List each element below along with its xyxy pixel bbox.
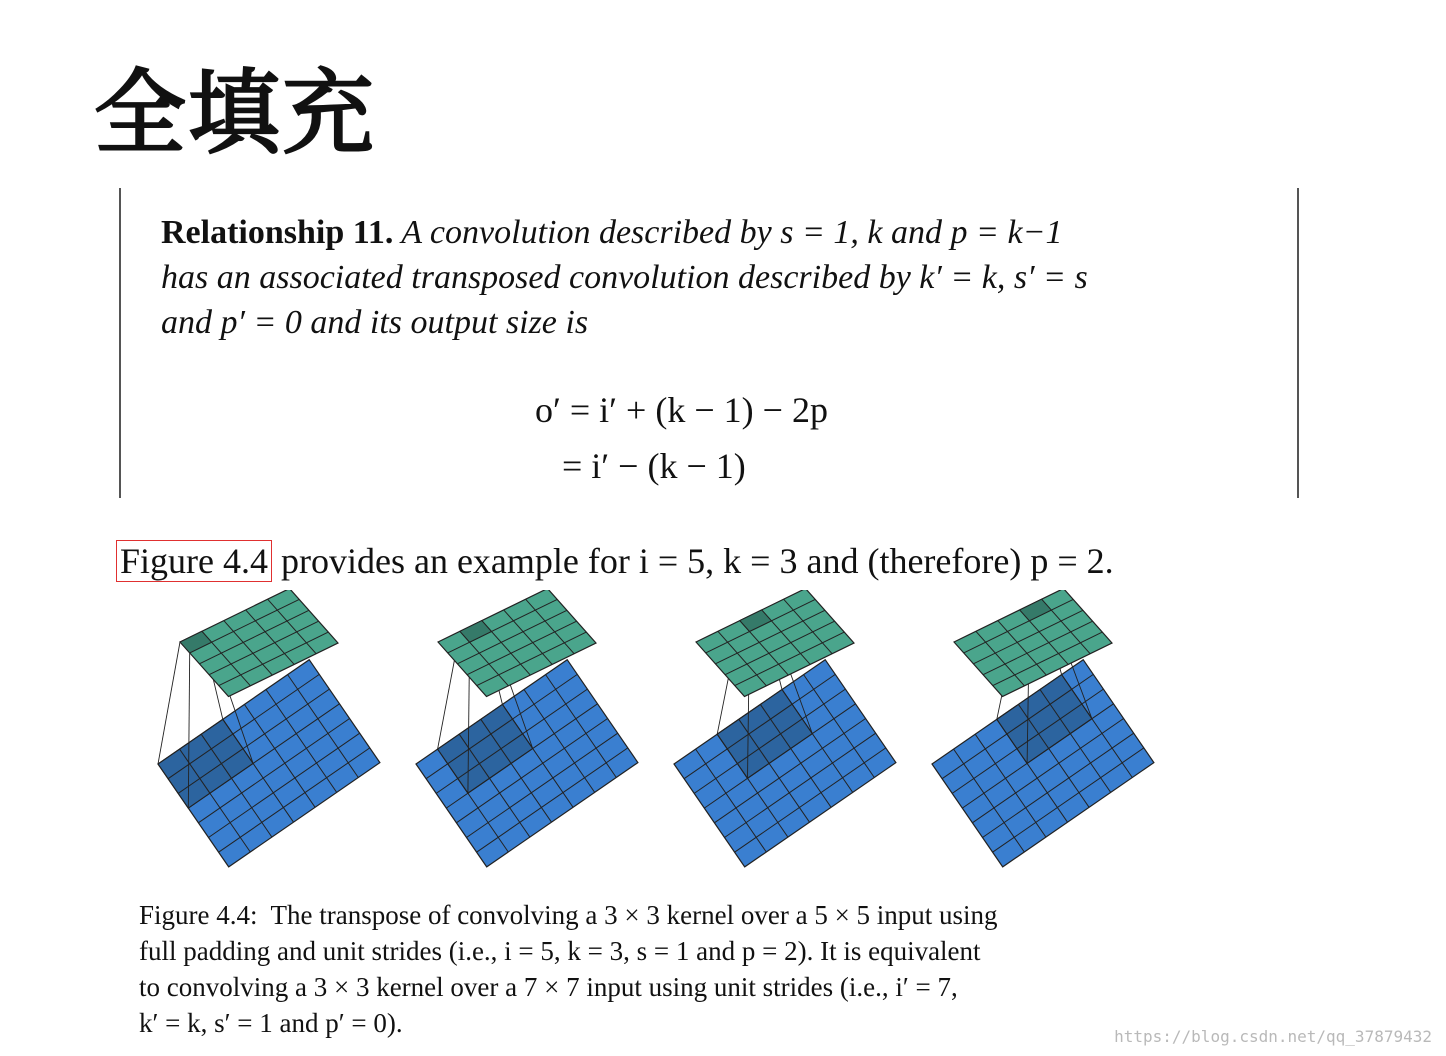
panel-1 — [158, 590, 380, 867]
caption-line-2: full padding and unit strides (i.e., i = 5, k = 3, s = 1 and p = 2). It is equivalent — [139, 936, 981, 966]
panel-4 — [932, 590, 1154, 867]
watermark: https://blog.csdn.net/qq_37879432 — [1114, 1027, 1432, 1046]
projection-line — [158, 642, 180, 764]
caption-line-4: k′ = k, s′ = 1 and p′ = 0). — [139, 1008, 403, 1038]
figure-caption — [139, 897, 1179, 1041]
intro-text: provides an example for i = 5, k = 3 and (therefore) p = 2. — [272, 541, 1114, 581]
convolution-figure — [0, 590, 1446, 870]
panel-3 — [674, 590, 896, 867]
intro-sentence — [116, 540, 1114, 582]
equation-line-2: = i′ − (k − 1) — [535, 446, 746, 486]
caption-line-1: Figure 4.4: The transpose of convolving a 3 × 3 kernel over a 5 × 5 input using — [139, 900, 998, 930]
page-title: 全填充 — [94, 60, 377, 167]
caption-line-3: to convolving a 3 × 3 kernel over a 7 × 7 input using unit strides (i.e., i′ = 7, — [139, 972, 958, 1002]
relationship-box — [119, 188, 1299, 498]
equation-line-1: o′ = i′ + (k − 1) − 2p — [535, 390, 828, 430]
relationship-line-3: and p′ = 0 and its output size is — [161, 304, 589, 341]
relationship-label: Relationship 11. — [161, 214, 394, 251]
panel-2 — [416, 590, 638, 867]
relationship-statement — [161, 210, 1261, 345]
relationship-line-2: has an associated transposed convolution described by k′ = k, s′ = s — [161, 259, 1088, 296]
figure-reference-link[interactable]: Figure 4.4 — [116, 540, 272, 582]
relationship-line-1: A convolution described by s = 1, k and p = k−1 — [401, 214, 1063, 251]
output-size-equation — [535, 382, 828, 494]
